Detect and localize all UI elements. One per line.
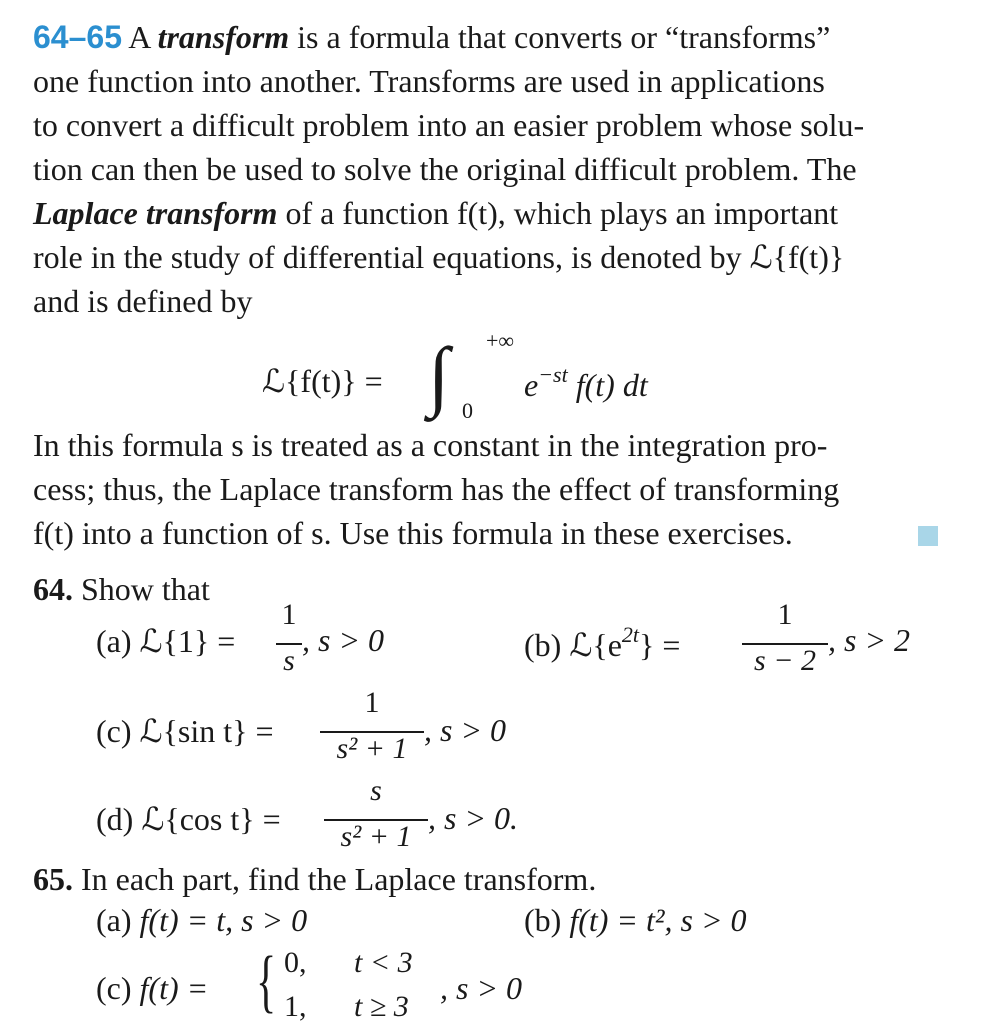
exercise-64-number: 64. bbox=[33, 571, 73, 607]
ex65-c-case1-value: 0, bbox=[284, 946, 307, 979]
exercise-65-prompt: In each part, find the Laplace transform. bbox=[81, 861, 597, 897]
ex64-c-lhs: ℒ{sin t} = bbox=[139, 713, 274, 749]
intro-text: A bbox=[128, 19, 150, 55]
ex64-c-denominator: s² + 1 bbox=[336, 732, 408, 765]
ex64-d-lhs: ℒ{cos t} = bbox=[141, 801, 281, 837]
ex64-c-fraction bbox=[320, 686, 424, 776]
ex64-b-lhs: ℒ{e bbox=[569, 627, 622, 663]
ex64-a bbox=[96, 622, 235, 660]
ex65-a-expression: f(t) = t, s > 0 bbox=[139, 902, 308, 938]
after-line-2: cess; thus, the Laplace transform has the effect of transforming bbox=[33, 471, 840, 507]
intro-line-5 bbox=[33, 192, 838, 234]
ex65-c-condition: , s > 0 bbox=[440, 970, 523, 1006]
ex65-c-case2-value: 1, bbox=[284, 990, 307, 1023]
definition-lhs: ℒ{f(t)} = bbox=[262, 363, 383, 399]
ex65-c-case1-condition: t < 3 bbox=[354, 946, 413, 979]
integrand-base: e bbox=[524, 367, 539, 403]
ex64-b-denominator: s − 2 bbox=[754, 644, 816, 677]
ex65-a-label: (a) bbox=[96, 902, 132, 938]
ex65-c-lhs: f(t) = bbox=[139, 970, 209, 1006]
ex64-a-label: (a) bbox=[96, 623, 132, 659]
ex65-b-expression: f(t) = t², s > 0 bbox=[569, 902, 747, 938]
intro-line-2: one function into another. Transforms are used in applications bbox=[33, 63, 825, 99]
integrand-exponent: −st bbox=[538, 362, 568, 387]
ex65-b bbox=[524, 902, 747, 939]
intro-line-3: to convert a difficult problem into an easier problem whose solu- bbox=[33, 107, 865, 143]
exercise-65-heading bbox=[33, 858, 596, 900]
end-of-intro-square-icon bbox=[918, 526, 938, 546]
ex64-b-numerator: 1 bbox=[777, 598, 793, 631]
intro-text: is a formula that converts or “transforms” bbox=[297, 19, 831, 55]
intro-line-7: and is defined by bbox=[33, 283, 253, 319]
ex64-d-label: (d) bbox=[96, 801, 134, 837]
ex64-d-denominator: s² + 1 bbox=[340, 820, 412, 853]
ex64-a-numerator: 1 bbox=[281, 598, 297, 631]
exercise-64-heading bbox=[33, 568, 210, 610]
ex64-a-condition: , s > 0 bbox=[302, 622, 385, 658]
ex64-b-fraction bbox=[742, 598, 828, 688]
ex64-d-numerator: s bbox=[370, 774, 382, 807]
exercise-64-prompt: Show that bbox=[81, 571, 210, 607]
ex65-b-label: (b) bbox=[524, 902, 562, 938]
ex64-a-denominator: s bbox=[283, 644, 295, 677]
intro-line-1 bbox=[33, 16, 830, 58]
ex64-b-condition: , s > 2 bbox=[828, 622, 911, 658]
integral-lower-limit: 0 bbox=[462, 398, 473, 423]
intro-line-4: tion can then be used to solve the original difficult problem. The bbox=[33, 151, 857, 187]
ex64-d-condition: , s > 0. bbox=[428, 800, 519, 836]
term-transform: transform bbox=[157, 19, 290, 55]
ex64-c bbox=[96, 712, 274, 750]
integrand-rest: f(t) dt bbox=[575, 367, 648, 403]
intro-line-6: role in the study of differential equations, is denoted by ℒ{f(t)} bbox=[33, 239, 845, 275]
intro-text: of a function f(t), which plays an important bbox=[285, 195, 839, 231]
ex64-c-numerator: 1 bbox=[364, 686, 380, 719]
piecewise-brace: { bbox=[256, 943, 277, 1020]
exercise-65-number: 65. bbox=[33, 861, 73, 897]
integrand bbox=[524, 362, 648, 404]
ex65-a bbox=[96, 902, 307, 939]
ex64-d-fraction bbox=[324, 774, 428, 864]
exercise-range-number: 64–65 bbox=[33, 19, 122, 55]
after-line-1: In this formula s is treated as a constant in the integration pro- bbox=[33, 427, 828, 463]
ex64-c-label: (c) bbox=[96, 713, 132, 749]
ex64-d bbox=[96, 800, 281, 838]
term-laplace-transform: Laplace transform bbox=[33, 195, 278, 231]
ex64-b-lhs-end: } = bbox=[639, 627, 681, 663]
ex65-c-label: (c) bbox=[96, 970, 132, 1006]
ex64-b-label: (b) bbox=[524, 627, 562, 663]
after-line-3: f(t) into a function of s. Use this formula in these exercises. bbox=[33, 515, 793, 551]
integral-sign: ∫ bbox=[428, 331, 450, 418]
ex64-a-fraction bbox=[276, 598, 302, 688]
ex64-b-exponent: 2t bbox=[621, 622, 640, 647]
ex64-a-lhs: ℒ{1} = bbox=[139, 623, 236, 659]
ex64-c-condition: , s > 0 bbox=[424, 712, 507, 748]
integral-upper-limit: +∞ bbox=[486, 328, 515, 353]
ex65-c-case2-condition: t ≥ 3 bbox=[354, 990, 409, 1023]
ex65-c bbox=[96, 970, 208, 1007]
ex64-b bbox=[524, 622, 680, 664]
